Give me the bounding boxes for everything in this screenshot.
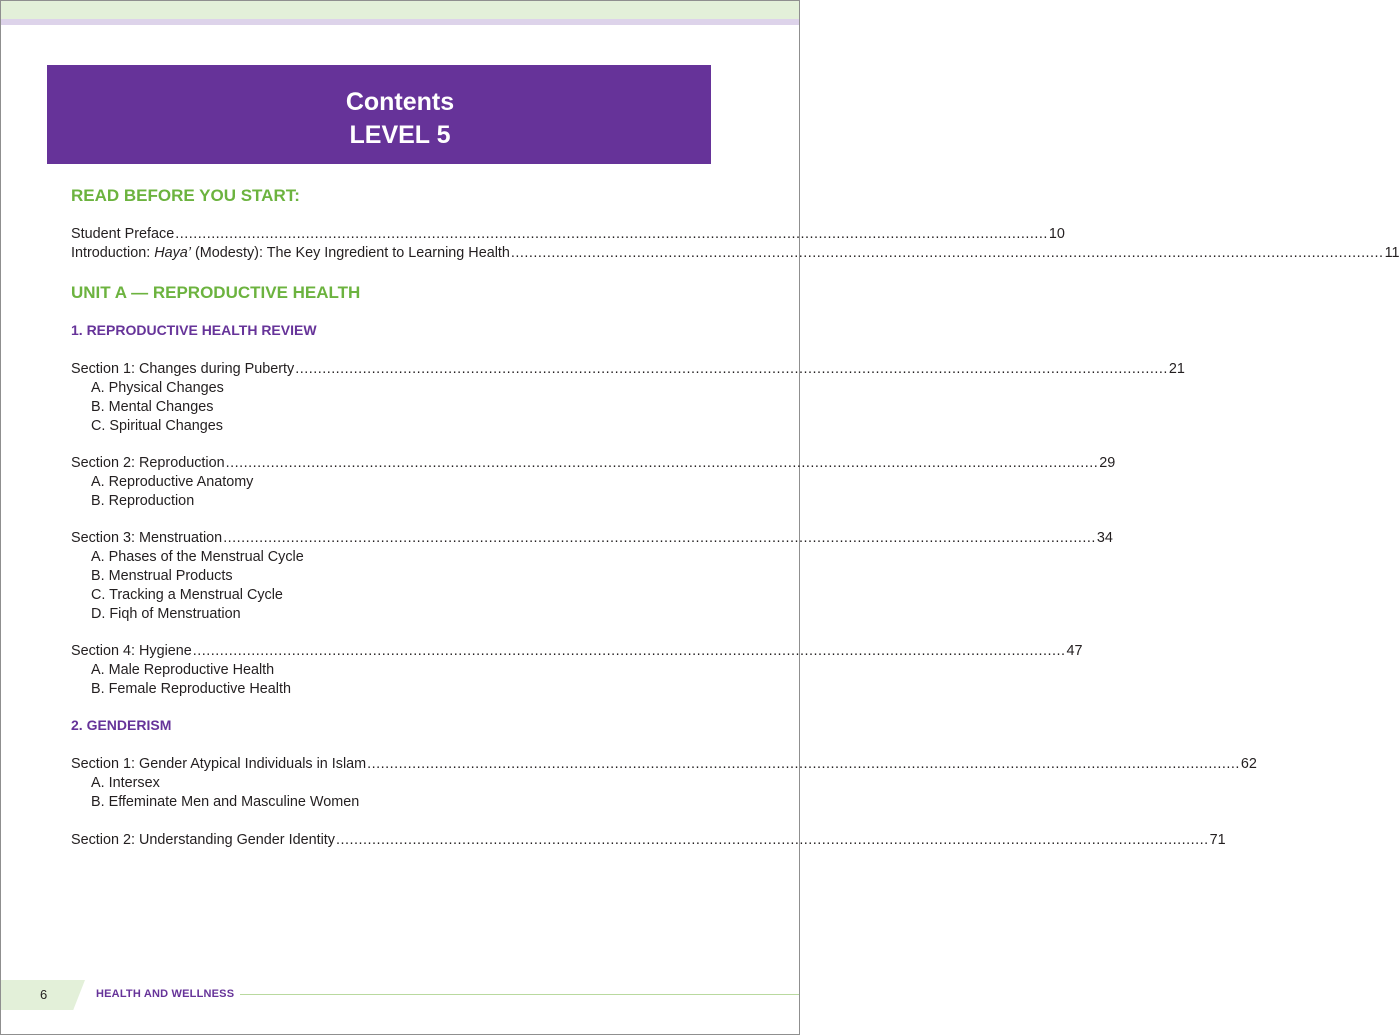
- toc-page-number: 62: [1240, 756, 1257, 772]
- toc-page-number: 29: [1099, 455, 1116, 471]
- toc-subitem: D. Fiqh of Menstruation: [91, 606, 241, 622]
- toc-page-number: 21: [1168, 361, 1185, 377]
- toc-page-number: 11: [1384, 245, 1400, 261]
- toc-label: Section 1: Gender Atypical Individuals in Islam: [71, 756, 367, 772]
- toc-label: Section 2: Reproduction: [71, 455, 225, 471]
- toc-subitem: A. Physical Changes: [91, 380, 224, 396]
- footer-page-number: 6: [40, 987, 48, 1002]
- toc-row-section[interactable]: [71, 529, 1113, 548]
- toc-row-introduction[interactable]: [71, 244, 1400, 263]
- toc-page-number: 34: [1096, 530, 1113, 546]
- toc-label: [71, 244, 510, 263]
- unit-a-heading: UNIT A — REPRODUCTIVE HEALTH: [71, 283, 361, 302]
- dot-leader: ..................................................................................................................................................................................................: [336, 832, 1209, 848]
- toc-row-section[interactable]: [71, 831, 1226, 850]
- dot-leader: ..................................................................................................................................................................................................: [225, 455, 1099, 471]
- toc-row-student-preface[interactable]: [71, 225, 1065, 244]
- toc-page-number: 47: [1066, 643, 1083, 659]
- toc-subitem: B. Female Reproductive Health: [91, 681, 291, 697]
- footer-book-title: HEALTH AND WELLNESS: [96, 988, 235, 1000]
- toc-subitem: B. Mental Changes: [91, 399, 214, 415]
- toc-label: Student Preface: [71, 226, 175, 242]
- toc-subitem: A. Intersex: [91, 775, 160, 791]
- dot-leader: ..................................................................................................................................................................................................: [367, 756, 1240, 772]
- dot-leader: ..................................................................................................................................................................................................: [223, 530, 1096, 546]
- chapter-2-heading: 2. GENDERISM: [71, 717, 172, 733]
- toc-subitem: A. Reproductive Anatomy: [91, 474, 254, 490]
- dot-leader: ..................................................................................................................................................................................................: [510, 245, 1384, 261]
- dot-leader: ..................................................................................................................................................................................................: [175, 226, 1048, 242]
- dot-leader: ..................................................................................................................................................................................................: [295, 361, 1168, 377]
- toc-subitem: B. Effeminate Men and Masculine Women: [91, 794, 360, 810]
- toc-subitem: C. Tracking a Menstrual Cycle: [91, 587, 283, 603]
- toc-label: Section 2: Understanding Gender Identity: [71, 832, 335, 848]
- dot-leader: ..................................................................................................................................................................................................: [192, 643, 1066, 659]
- footer-rule: [240, 994, 799, 995]
- read-before-heading: READ BEFORE YOU START:: [71, 186, 300, 205]
- toc-row-section[interactable]: [71, 755, 1257, 774]
- toc-row-section[interactable]: [71, 454, 1116, 473]
- toc-subitem: C. Spiritual Changes: [91, 418, 223, 434]
- toc-label: Section 4: Hygiene: [71, 643, 192, 659]
- toc-label: Section 1: Changes during Puberty: [71, 361, 295, 377]
- toc-subitem: B. Menstrual Products: [91, 568, 233, 584]
- toc-page-number: 71: [1209, 832, 1226, 848]
- toc-page-number: 10: [1048, 226, 1065, 242]
- toc-subitem: A. Male Reproductive Health: [91, 662, 275, 678]
- page-title: Contents: [345, 88, 455, 116]
- chapter-1-heading: 1. REPRODUCTIVE HEALTH REVIEW: [71, 322, 317, 338]
- toc-subitem: A. Phases of the Menstrual Cycle: [91, 549, 304, 565]
- toc-label: Section 3: Menstruation: [71, 530, 223, 546]
- top-green-band: [1, 1, 799, 19]
- toc-row-section[interactable]: [71, 642, 1083, 661]
- toc-label-prefix: Introduction:: [71, 245, 155, 261]
- toc-row-section[interactable]: [71, 360, 1185, 379]
- level-title: LEVEL 5: [349, 121, 451, 149]
- toc-subitem: B. Reproduction: [91, 493, 195, 509]
- top-purple-band: [1, 19, 799, 25]
- toc-label-suffix: (Modesty): The Key Ingredient to Learning Health: [191, 245, 510, 261]
- toc-label-italic: Haya’: [154, 245, 191, 261]
